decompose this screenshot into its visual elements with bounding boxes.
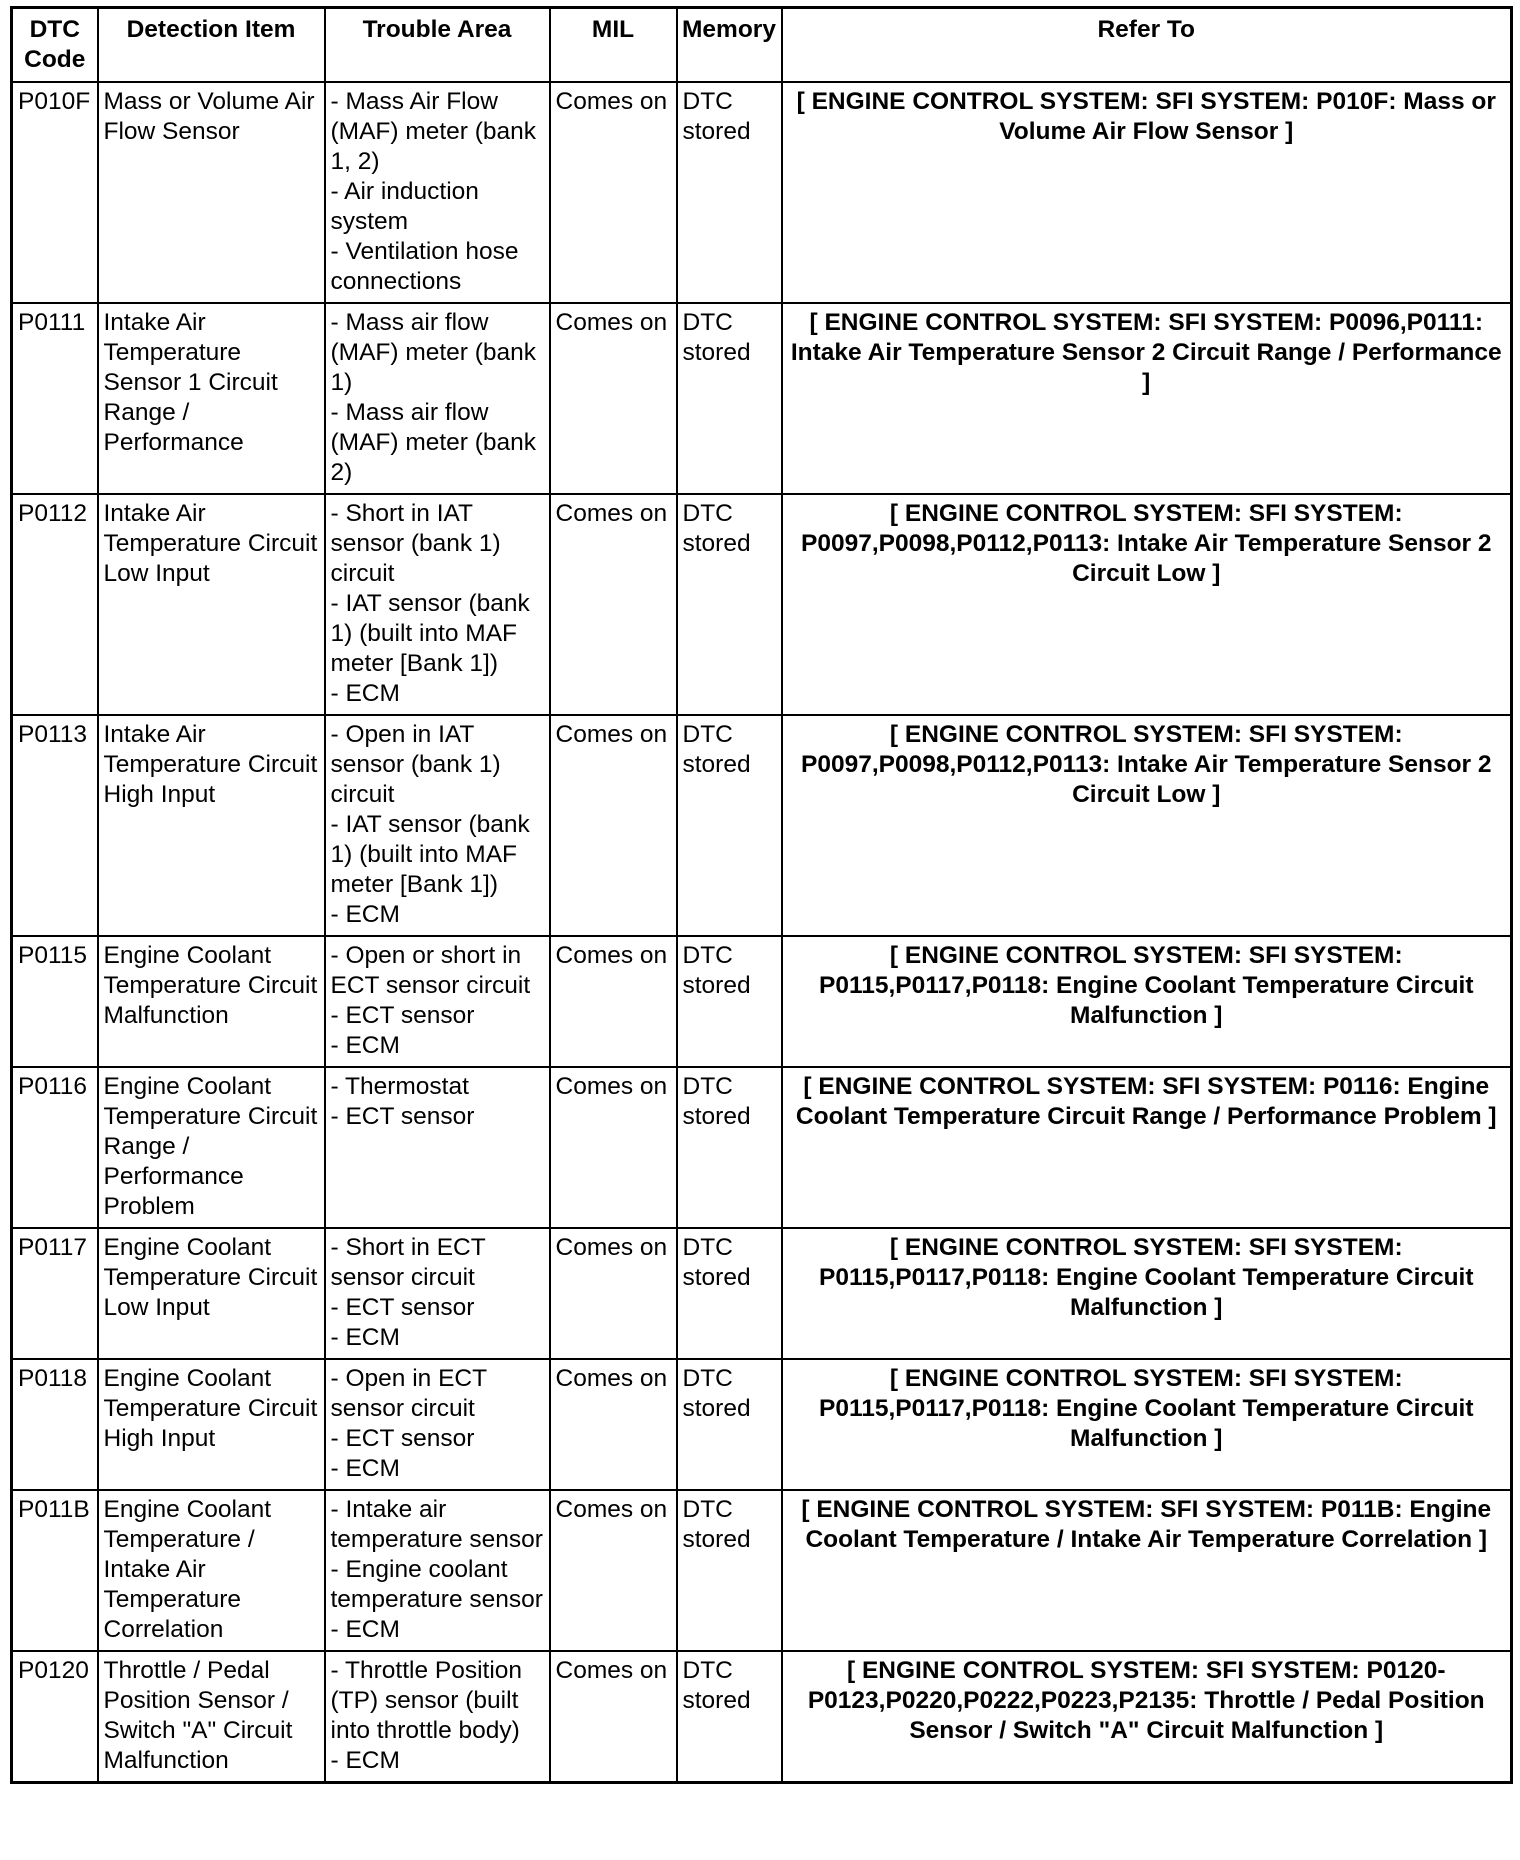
trouble-area-line: - IAT sensor (bank 1) (built into MAF meter [Bank 1]) — [330, 590, 530, 677]
trouble-area-line: - Mass air flow (MAF) meter (bank 1) — [330, 309, 537, 396]
trouble-area-cell — [325, 1067, 550, 1228]
trouble-area-line: - IAT sensor (bank 1) (built into MAF meter [Bank 1]) — [330, 811, 530, 898]
header-row — [12, 8, 1512, 83]
header-trouble-area: Trouble Area — [325, 8, 550, 83]
memory-cell: DTC stored — [677, 1490, 782, 1651]
header-refer-to: Refer To — [782, 8, 1512, 83]
mil-cell: Comes on — [550, 1067, 677, 1228]
dtc-code-cell: P0115 — [12, 936, 98, 1067]
dtc-code-cell: P0117 — [12, 1228, 98, 1359]
memory-cell: DTC stored — [677, 1067, 782, 1228]
trouble-area-line: - Short in ECT sensor circuit — [330, 1234, 486, 1291]
table-body — [12, 82, 1512, 1783]
dtc-code-cell: P0118 — [12, 1359, 98, 1490]
mil-cell: Comes on — [550, 1359, 677, 1490]
trouble-area-cell — [325, 1359, 550, 1490]
memory-cell: DTC stored — [677, 303, 782, 494]
table-row — [12, 1067, 1512, 1228]
trouble-area-line: - ECM — [330, 680, 400, 707]
header-detection-item: Detection Item — [98, 8, 325, 83]
table-row — [12, 1359, 1512, 1490]
refer-to-cell: [ ENGINE CONTROL SYSTEM: SFI SYSTEM: P0097,P0098,P0112,P0113: Intake Air Temperature Sensor 2 Circuit Low ] — [782, 494, 1512, 715]
trouble-area-line: - ECM — [330, 1616, 400, 1643]
detection-item-cell: Throttle / Pedal Position Sensor / Switch "A" Circuit Malfunction — [98, 1651, 325, 1783]
trouble-area-line: - Air induction system — [330, 178, 479, 235]
table-row — [12, 1651, 1512, 1783]
mil-cell: Comes on — [550, 1651, 677, 1783]
detection-item-cell: Engine Coolant Temperature Circuit Malfunction — [98, 936, 325, 1067]
table-header — [12, 8, 1512, 83]
mil-cell: Comes on — [550, 303, 677, 494]
trouble-area-cell — [325, 1490, 550, 1651]
trouble-area-line: - Mass air flow (MAF) meter (bank 2) — [330, 399, 537, 486]
trouble-area-line: - Mass Air Flow (MAF) meter (bank 1, 2) — [330, 88, 537, 175]
refer-to-cell: [ ENGINE CONTROL SYSTEM: SFI SYSTEM: P0096,P0111: Intake Air Temperature Sensor 2 Circuit Range / Performance ] — [782, 303, 1512, 494]
trouble-area-cell — [325, 1228, 550, 1359]
refer-to-cell: [ ENGINE CONTROL SYSTEM: SFI SYSTEM: P010F: Mass or Volume Air Flow Sensor ] — [782, 82, 1512, 303]
trouble-area-line: - Throttle Position (TP) sensor (built into throttle body) — [330, 1657, 523, 1744]
trouble-area-line: - ECM — [330, 1324, 400, 1351]
dtc-table — [10, 6, 1513, 1784]
memory-cell: DTC stored — [677, 1651, 782, 1783]
trouble-area-line: - Open or short in ECT sensor circuit — [330, 942, 531, 999]
trouble-area-cell — [325, 303, 550, 494]
trouble-area-line: - Engine coolant temperature sensor — [330, 1556, 543, 1613]
detection-item-cell: Mass or Volume Air Flow Sensor — [98, 82, 325, 303]
dtc-code-cell: P010F — [12, 82, 98, 303]
refer-to-cell: [ ENGINE CONTROL SYSTEM: SFI SYSTEM: P0115,P0117,P0118: Engine Coolant Temperature Circuit Malfunction ] — [782, 1228, 1512, 1359]
dtc-code-cell: P0112 — [12, 494, 98, 715]
trouble-area-cell — [325, 494, 550, 715]
mil-cell: Comes on — [550, 1490, 677, 1651]
dtc-code-cell: P0116 — [12, 1067, 98, 1228]
mil-cell: Comes on — [550, 494, 677, 715]
table-row — [12, 1228, 1512, 1359]
trouble-area-cell — [325, 1651, 550, 1783]
detection-item-cell: Intake Air Temperature Circuit High Input — [98, 715, 325, 936]
trouble-area-line: - ECT sensor — [330, 1103, 475, 1130]
memory-cell: DTC stored — [677, 715, 782, 936]
trouble-area-line: - ECM — [330, 1032, 400, 1059]
dtc-code-cell: P0113 — [12, 715, 98, 936]
dtc-code-cell: P011B — [12, 1490, 98, 1651]
memory-cell: DTC stored — [677, 1359, 782, 1490]
refer-to-cell: [ ENGINE CONTROL SYSTEM: SFI SYSTEM: P0115,P0117,P0118: Engine Coolant Temperature Circuit Malfunction ] — [782, 1359, 1512, 1490]
table-row — [12, 494, 1512, 715]
header-memory: Memory — [677, 8, 782, 83]
refer-to-cell: [ ENGINE CONTROL SYSTEM: SFI SYSTEM: P011B: Engine Coolant Temperature / Intake Air Temperature Correlation ] — [782, 1490, 1512, 1651]
refer-to-cell: [ ENGINE CONTROL SYSTEM: SFI SYSTEM: P0115,P0117,P0118: Engine Coolant Temperature Circuit Malfunction ] — [782, 936, 1512, 1067]
table-row — [12, 1490, 1512, 1651]
detection-item-cell: Engine Coolant Temperature Circuit Low Input — [98, 1228, 325, 1359]
trouble-area-line: - ECT sensor — [330, 1294, 475, 1321]
memory-cell: DTC stored — [677, 82, 782, 303]
table-row — [12, 82, 1512, 303]
detection-item-cell: Intake Air Temperature Circuit Low Input — [98, 494, 325, 715]
refer-to-cell: [ ENGINE CONTROL SYSTEM: SFI SYSTEM: P0097,P0098,P0112,P0113: Intake Air Temperature Sensor 2 Circuit Low ] — [782, 715, 1512, 936]
trouble-area-line: - Open in ECT sensor circuit — [330, 1365, 487, 1422]
refer-to-cell: [ ENGINE CONTROL SYSTEM: SFI SYSTEM: P0120-P0123,P0220,P0222,P0223,P2135: Throttle / Pedal Position Sensor / Switch "A" Circuit Malfunction ] — [782, 1651, 1512, 1783]
memory-cell: DTC stored — [677, 1228, 782, 1359]
trouble-area-line: - Ventilation hose connections — [330, 238, 519, 295]
table-row — [12, 715, 1512, 936]
trouble-area-line: - ECT sensor — [330, 1002, 475, 1029]
trouble-area-cell — [325, 715, 550, 936]
trouble-area-line: - Short in IAT sensor (bank 1) circuit — [330, 500, 501, 587]
table-row — [12, 936, 1512, 1067]
mil-cell: Comes on — [550, 715, 677, 936]
detection-item-cell: Engine Coolant Temperature Circuit Range / Performance Problem — [98, 1067, 325, 1228]
trouble-area-line: - ECM — [330, 1455, 400, 1482]
dtc-code-cell: P0111 — [12, 303, 98, 494]
detection-item-cell: Intake Air Temperature Sensor 1 Circuit Range / Performance — [98, 303, 325, 494]
trouble-area-line: - ECT sensor — [330, 1425, 475, 1452]
trouble-area-line: - Intake air temperature sensor — [330, 1496, 543, 1553]
mil-cell: Comes on — [550, 1228, 677, 1359]
trouble-area-line: - ECM — [330, 901, 400, 928]
trouble-area-line: - ECM — [330, 1747, 400, 1774]
memory-cell: DTC stored — [677, 936, 782, 1067]
refer-to-cell: [ ENGINE CONTROL SYSTEM: SFI SYSTEM: P0116: Engine Coolant Temperature Circuit Range / Performance Problem ] — [782, 1067, 1512, 1228]
dtc-code-cell: P0120 — [12, 1651, 98, 1783]
table-row — [12, 303, 1512, 494]
header-mil: MIL — [550, 8, 677, 83]
memory-cell: DTC stored — [677, 494, 782, 715]
mil-cell: Comes on — [550, 936, 677, 1067]
detection-item-cell: Engine Coolant Temperature / Intake Air Temperature Correlation — [98, 1490, 325, 1651]
header-dtc-code: DTC Code — [12, 8, 98, 83]
trouble-area-line: - Open in IAT sensor (bank 1) circuit — [330, 721, 501, 808]
mil-cell: Comes on — [550, 82, 677, 303]
trouble-area-cell — [325, 82, 550, 303]
trouble-area-cell — [325, 936, 550, 1067]
detection-item-cell: Engine Coolant Temperature Circuit High Input — [98, 1359, 325, 1490]
trouble-area-line: - Thermostat — [330, 1073, 469, 1100]
